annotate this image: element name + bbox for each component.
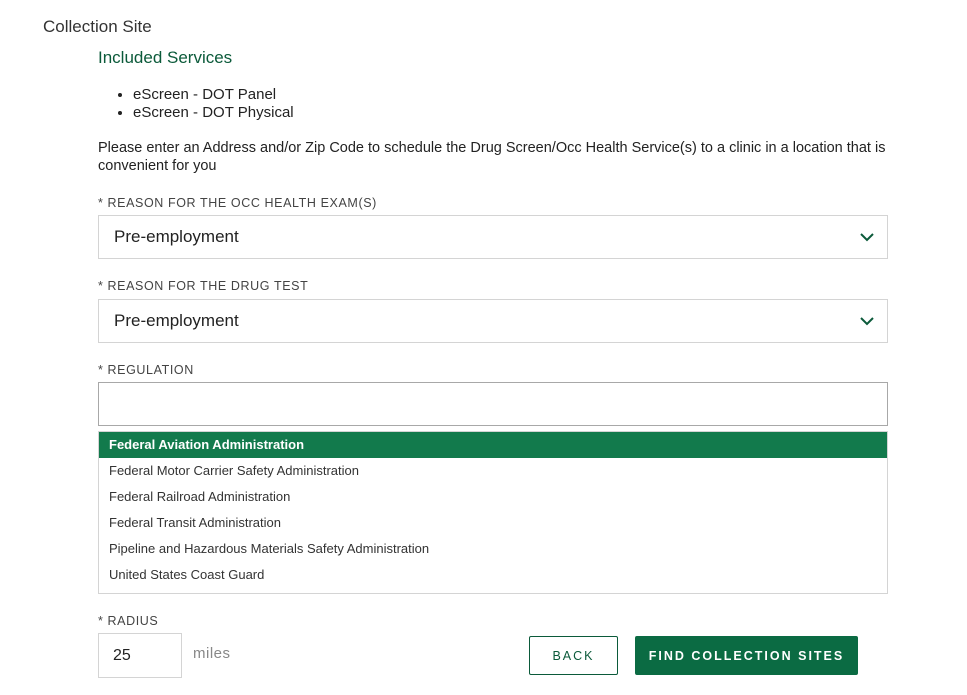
section-title: Collection Site [43, 17, 152, 36]
regulation-option[interactable]: Federal Aviation Administration [99, 432, 887, 458]
instructions-text: Please enter an Address and/or Zip Code to schedule the Drug Screen/Occ Health Service(s) to a clinic in a location that is convenient for you [98, 140, 886, 174]
drug-test-reason-value: Pre-employment [114, 311, 239, 330]
radius-label: * RADIUS [98, 614, 159, 628]
occ-health-reason-select[interactable] [98, 215, 888, 259]
back-button[interactable]: BACK [529, 636, 618, 675]
drug-test-reason-select[interactable] [98, 299, 888, 343]
service-item: • eScreen - DOT Panel [133, 86, 294, 104]
radius-unit-label: miles [193, 645, 231, 662]
regulation-option[interactable]: Federal Railroad Administration [109, 489, 291, 504]
radius-input[interactable] [98, 633, 182, 678]
occ-health-reason-label: * REASON FOR THE OCC HEALTH EXAM(S) [98, 196, 377, 210]
chevron-down-icon [859, 313, 875, 329]
chevron-down-icon [859, 229, 875, 245]
included-services-list [98, 86, 294, 122]
included-services-title: Included Services [98, 48, 233, 67]
regulation-options-list [98, 431, 888, 594]
regulation-label: * REGULATION [98, 363, 194, 377]
find-collection-sites-button[interactable]: FIND COLLECTION SITES [635, 636, 858, 675]
regulation-input[interactable] [98, 382, 888, 426]
occ-health-reason-value: Pre-employment [114, 227, 239, 246]
service-item: • eScreen - DOT Physical [133, 104, 294, 122]
regulation-option[interactable]: Federal Transit Administration [109, 515, 281, 530]
drug-test-reason-label: * REASON FOR THE DRUG TEST [98, 279, 309, 293]
regulation-option[interactable]: United States Coast Guard [109, 567, 265, 582]
regulation-option[interactable]: Pipeline and Hazardous Materials Safety Administration [109, 541, 430, 556]
regulation-option[interactable]: Federal Motor Carrier Safety Administration [109, 463, 359, 478]
